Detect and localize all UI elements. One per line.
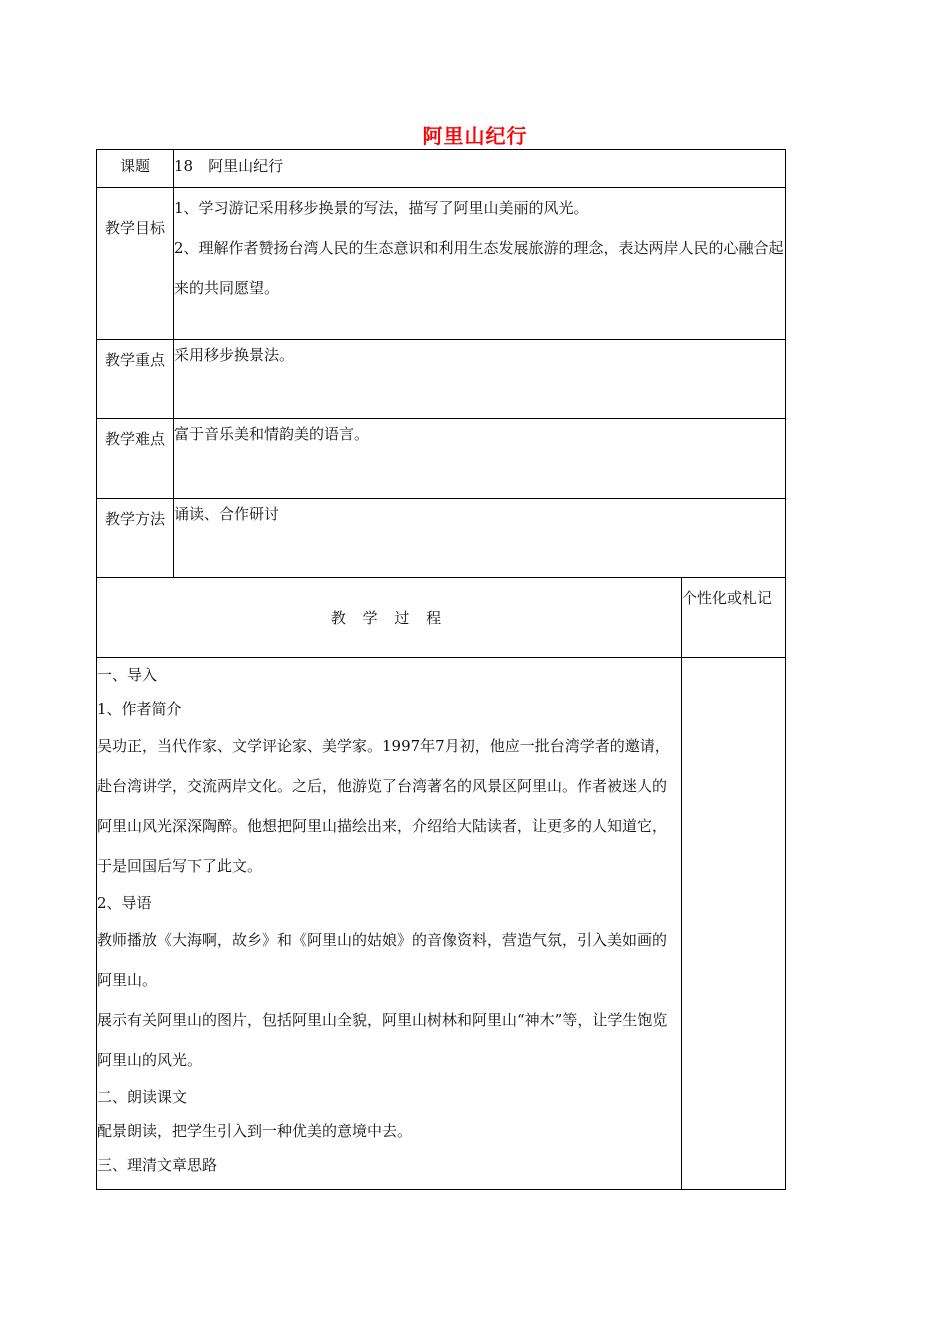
topic-label: 课题 — [97, 150, 174, 188]
key-points-value: 采用移步换景法。 — [174, 340, 786, 419]
section-heading: 三、理清文章思路 — [97, 1156, 218, 1174]
goal-item: 2、理解作者赞扬台湾人民的生态意识和利用生态发展旅游的理念，表达两岸人民的心融合起来的共同愿望。 — [174, 239, 784, 297]
reading-paragraph: 配景朗读，把学生引入到一种优美的意境中去。 — [97, 1122, 413, 1140]
author-paragraph: 吴功正，当代作家、文学评论家、美学家。1997年7月初，他应一批台湾学者的邀请，赴台湾讲学，交流两岸文化。之后，他游览了台湾著名的风景区阿里山。作者被迷人的阿里山风光深深陶醉。他想把阿里山描绘出来，介绍给大陆读者，让更多的人知道它，于是回国后写下了此文。 — [97, 737, 670, 875]
page-title: 阿里山纪行 — [422, 124, 528, 148]
topic-value: 18 阿里山纪行 — [174, 150, 786, 188]
process-header: 教 学 过 程 — [97, 578, 682, 658]
process-header-row — [97, 578, 786, 658]
lesson-plan-table — [96, 149, 786, 1190]
key-points-row — [97, 340, 786, 419]
topic-row — [97, 150, 786, 188]
notes-column — [682, 658, 786, 1190]
subsection-heading: 1、作者简介 — [97, 700, 182, 718]
goals-content — [174, 188, 786, 340]
process-body-row — [97, 658, 786, 1190]
subsection-heading: 2、导语 — [97, 894, 152, 912]
pictures-paragraph: 展示有关阿里山的图片，包括阿里山全貌，阿里山树林和阿里山“神木”等，让学生饱览阿里山的风光。 — [97, 1011, 668, 1069]
difficulties-row — [97, 419, 786, 499]
notes-header: 个性化或札记 — [682, 578, 786, 658]
goals-label: 教学目标 — [97, 188, 174, 340]
key-points-label: 教学重点 — [97, 340, 174, 419]
methods-row — [97, 499, 786, 578]
intro-paragraph: 教师播放《大海啊，故乡》和《阿里山的姑娘》的音像资料，营造气氛，引入美如画的阿里山。 — [97, 931, 668, 989]
difficulties-label: 教学难点 — [97, 419, 174, 499]
goals-row — [97, 188, 786, 340]
section-heading: 二、朗读课文 — [97, 1088, 188, 1106]
methods-value: 诵读、合作研讨 — [174, 499, 786, 578]
difficulties-value: 富于音乐美和情韵美的语言。 — [174, 419, 786, 499]
methods-label: 教学方法 — [97, 499, 174, 578]
process-content — [97, 658, 682, 1190]
section-heading: 一、导入 — [97, 666, 158, 684]
goal-item: 1、学习游记采用移步换景的写法，描写了阿里山美丽的风光。 — [174, 199, 589, 217]
